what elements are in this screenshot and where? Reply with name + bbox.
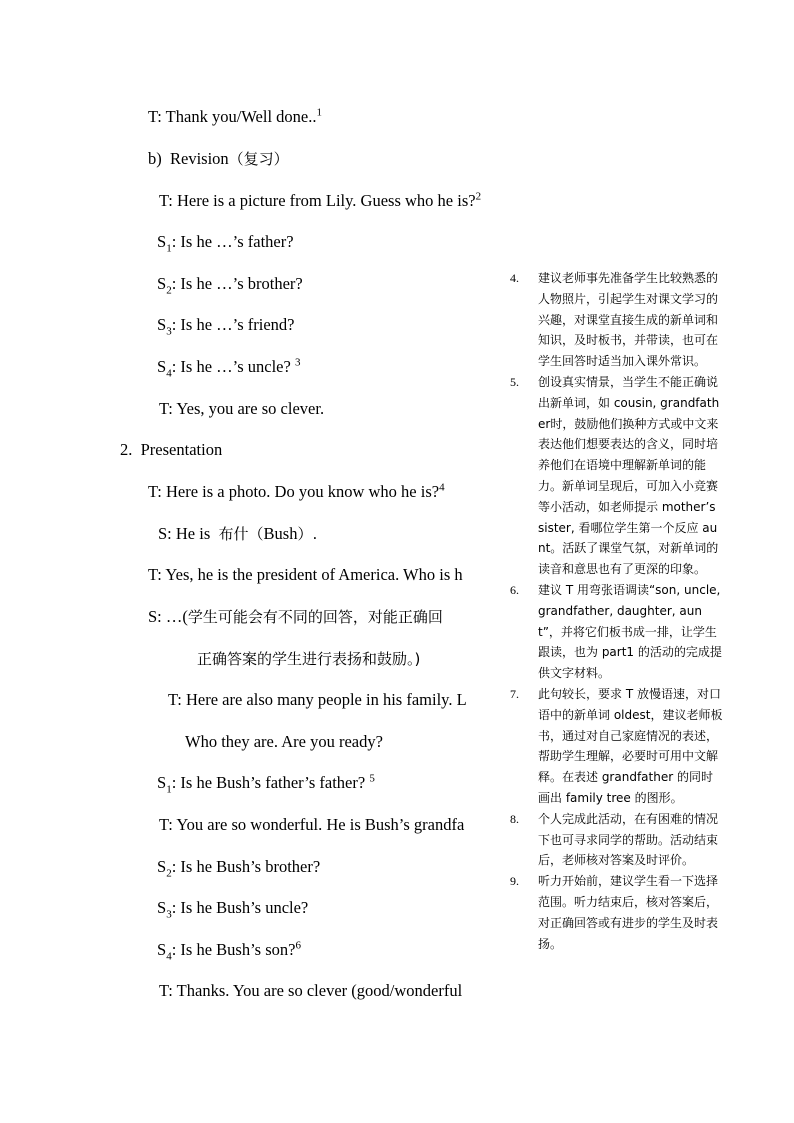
teacher-line-wonderful xyxy=(159,815,464,835)
line-text: T: You are so wonderful. He is Bush’s grandfa xyxy=(159,815,465,834)
margin-note xyxy=(510,372,724,580)
student-line-7 xyxy=(157,898,309,921)
line-text: T: Here is a picture from Lily. Guess who he is? xyxy=(159,191,476,210)
speaker: S xyxy=(157,274,167,293)
section-title: Revision xyxy=(170,149,229,168)
note-number: 6. xyxy=(510,582,519,597)
line-text: T: Here are also many people in his family. L xyxy=(168,690,467,709)
line-text: T: Yes, he is the president of America. Who is h xyxy=(148,565,463,584)
line-text-cn: 布什（ xyxy=(218,525,264,543)
speaker: S xyxy=(157,232,167,251)
line-text: T: Thank you/Well done.. xyxy=(148,107,317,126)
section-title-cn: （复习） xyxy=(228,150,289,168)
teacher-line-picture xyxy=(159,191,481,211)
student-line-answers-cont xyxy=(197,649,420,669)
margin-notes xyxy=(506,266,728,958)
speaker: S xyxy=(157,357,167,376)
note-text: 此句较长，要求 T 放慢语速，对口语中的新单词 oldest，建议老师板书，通过对自己家庭情况的表述，帮助学生理解，必要时可用中文解释。在表述 grandfather 的同时画出 family tree 的图形。 xyxy=(538,686,723,805)
speaker-index: 2 xyxy=(166,284,172,297)
student-line-bush xyxy=(158,524,317,544)
student-line-8 xyxy=(157,939,301,963)
note-number: 7. xyxy=(510,686,519,701)
footnote-ref: 6 xyxy=(295,939,301,952)
note-text: 个人完成此活动，在有困难的情况下也可寻求同学的帮助。活动结束后，老师核对答案及时评价。 xyxy=(538,811,719,868)
line-text: : Is he Bush’s uncle? xyxy=(171,898,309,917)
footnote-ref: 4 xyxy=(439,481,445,494)
section-heading-presentation xyxy=(120,440,222,460)
note-number: 9. xyxy=(510,874,519,889)
margin-note xyxy=(510,580,724,684)
note-text: 建议 T 用弯张语调读“son, uncle, grandfather, daughter, aunt”，并将它们板书成一排，让学生跟读，也为 part1 的活动的完成提供文字材料。 xyxy=(538,582,722,681)
margin-note xyxy=(510,809,724,871)
note-number: 4. xyxy=(510,271,519,285)
teacher-line-thanks xyxy=(148,107,322,127)
teacher-line-clever xyxy=(159,399,324,419)
line-text: Who they are. Are you ready? xyxy=(185,732,383,751)
margin-note xyxy=(510,684,724,809)
speaker: S xyxy=(157,315,167,334)
student-line-2 xyxy=(157,274,303,297)
section-number: 2. xyxy=(120,440,133,459)
speaker-index: 3 xyxy=(166,908,172,921)
line-text: S: He is xyxy=(158,524,211,543)
student-line-4 xyxy=(157,356,301,380)
line-text: T: Yes, you are so clever. xyxy=(159,399,325,418)
speaker-index: 4 xyxy=(166,950,172,963)
speaker-index: 2 xyxy=(166,867,172,880)
section-heading-revision xyxy=(148,149,289,169)
speaker: S xyxy=(157,898,167,917)
speaker: S xyxy=(157,857,167,876)
line-text: : Is he …’s friend? xyxy=(171,315,295,334)
teacher-line-president xyxy=(148,565,463,585)
line-text: T: Thanks. You are so clever (good/wonderful xyxy=(159,981,463,1000)
line-text-cn: ）. xyxy=(297,525,318,543)
student-line-1 xyxy=(157,232,294,255)
student-line-answers xyxy=(148,607,443,627)
teacher-line-family xyxy=(168,690,467,710)
line-text: Bush xyxy=(263,524,298,543)
section-title: Presentation xyxy=(140,440,223,459)
note-number: 8. xyxy=(510,811,519,826)
student-line-3 xyxy=(157,315,295,338)
note-number: 5. xyxy=(510,374,519,389)
section-label: b) xyxy=(148,149,162,168)
speaker: S xyxy=(157,773,167,792)
student-line-6 xyxy=(157,857,321,880)
footnote-ref: 5 xyxy=(369,772,375,785)
line-text: : Is he …’s brother? xyxy=(171,274,303,293)
teacher-line-photo xyxy=(148,482,445,502)
teacher-line-thanks-clever xyxy=(159,981,462,1001)
speaker: S xyxy=(157,940,167,959)
speaker-index: 3 xyxy=(166,325,172,338)
line-text: : Is he …’s father? xyxy=(171,232,294,251)
note-text: 创设真实情景，当学生不能正确说出新单词，如 cousin, grandfather时，鼓励他们换种方式或中文来表达他们想要表达的含义，同时培养他们在语境中理解新单词的能力。新单词呈现后，可加入小竞赛等小活动，如老师提示 mother’s sister, 看哪位学生第一个反应 aunt。活跃了课堂气氛，对新单词的读音和意思也有了更深的印象。 xyxy=(538,374,720,577)
footnote-ref: 1 xyxy=(316,106,322,119)
line-text: : Is he Bush’s father’s father? xyxy=(171,773,366,792)
student-line-5 xyxy=(157,772,375,796)
speaker-index: 1 xyxy=(166,242,172,255)
note-text: 建议老师事先准备学生比较熟悉的人物照片，引起学生对课文学习的兴趣，对课堂直接生成的新单词和知识，及时板书，并带读，也可在学生回答时适当加入课外常识。 xyxy=(538,271,719,369)
line-text-cn: 正确答案的学生进行表扬和鼓励。) xyxy=(197,650,421,668)
line-text: : Is he …’s uncle? xyxy=(171,357,291,376)
line-text-cn: 学生可能会有不同的回答，对能正确回 xyxy=(187,608,443,626)
footnote-ref: 2 xyxy=(475,190,482,203)
line-text: : Is he Bush’s son? xyxy=(171,940,296,959)
footnote-ref: 3 xyxy=(294,356,301,369)
margin-note xyxy=(510,871,724,954)
speaker-index: 4 xyxy=(166,367,172,380)
note-text: 听力开始前，建议学生看一下选择范围。听力结束后，核对答案后，对正确回答或有进步的学生及时表扬。 xyxy=(538,874,719,951)
line-text: T: Here is a photo. Do you know who he is? xyxy=(148,482,440,501)
teacher-line-ready xyxy=(185,732,383,752)
line-text: S: …( xyxy=(148,607,188,626)
margin-note xyxy=(510,268,724,372)
speaker-index: 1 xyxy=(166,783,172,796)
line-text: : Is he Bush’s brother? xyxy=(171,857,321,876)
